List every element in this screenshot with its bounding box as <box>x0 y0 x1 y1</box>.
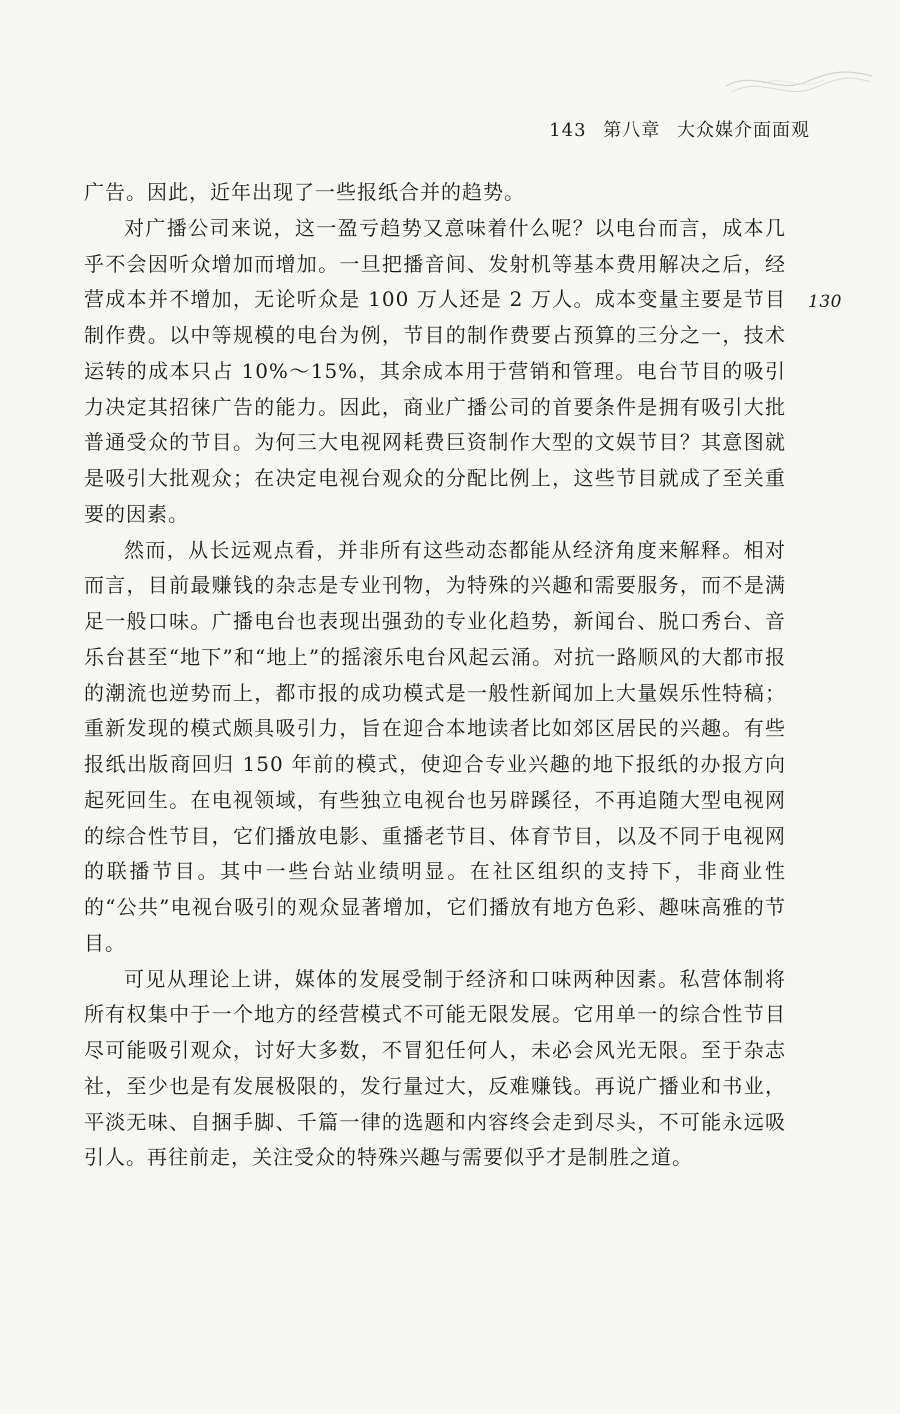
body-text <box>84 175 786 1176</box>
decorative-wave-ornament <box>724 62 874 104</box>
running-header <box>549 116 810 142</box>
paragraph: 广告。因此，近年出现了一些报纸合并的趋势。 <box>84 180 525 204</box>
paragraph: 可见从理论上讲，媒体的发展受制于经济和口味两种因素。私营体制将所有权集中于一个地方的经营模式不可能无限发展。它用单一的综合性节目尽可能吸引观众，讨好大多数，不冒犯任何人，未必会风光无限。至于杂志社，至少也是有发展极限的，发行量过大，反难赚钱。再说广播业和书业，平淡无味、自捆手脚、千篇一律的选题和内容终会走到尽头，不可能永远吸引人。再往前走，关注受众的特殊兴趣与需要似乎才是制胜之道。 <box>84 966 786 1170</box>
header-chapter-title: 大众媒介面面观 <box>677 120 810 141</box>
paragraph: 然而，从长远观点看，并非所有这些动态都能从经济角度来解释。相对而言，目前最赚钱的杂志是专业刊物，为特殊的兴趣和需要服务，而不是满足一般口味。广播电台也表现出强劲的专业化趋势，新闻台、脱口秀台、音乐台甚至“地下”和“地上”的摇滚乐电台风起云涌。对抗一路顺风的大都市报的潮流也逆势而上，都市报的成功模式是一般性新闻加上大量娱乐性特稿；重新发现的模式颇具吸引力，旨在迎合本地读者比如郊区居民的兴趣。有些报纸出版商回归 150 年前的模式，使迎合专业兴趣的地下报纸的办报方向起死回生。在电视领域，有些独立电视台也另辟蹊径，不再追随大型电视网的综合性节目，它们播放电影、重播老节目、体育节目，以及不同于电视网的联播节目。其中一些台站业绩明显。在社区组织的支持下，非商业性的“公共”电视台吸引的观众显著增加，它们播放有地方色彩、趣味高雅的节目。 <box>84 537 786 955</box>
header-chapter: 第八章 <box>603 120 661 141</box>
header-page-number: 143 <box>549 120 587 141</box>
margin-page-number: 130 <box>808 292 842 312</box>
paragraph: 对广播公司来说，这一盈亏趋势又意味着什么呢？以电台而言，成本几乎不会因听众增加而增加。一旦把播音间、发射机等基本费用解决之后，经营成本并不增加，无论听众是 100 万人还是 2 万人。成本变量主要是节目制作费。以中等规模的电台为例，节目的制作费要占预算的三分之一，技术运转的成本只占 10%～15%，其余成本用于营销和管理。电台节目的吸引力决定其招徕广告的能力。因此，商业广播公司的首要条件是拥有吸引大批普通受众的节目。为何三大电视网耗费巨资制作大型的文娱节目？其意图就是吸引大批观众；在决定电视台观众的分配比例上，这些节目就成了至关重要的因素。 <box>84 215 786 526</box>
